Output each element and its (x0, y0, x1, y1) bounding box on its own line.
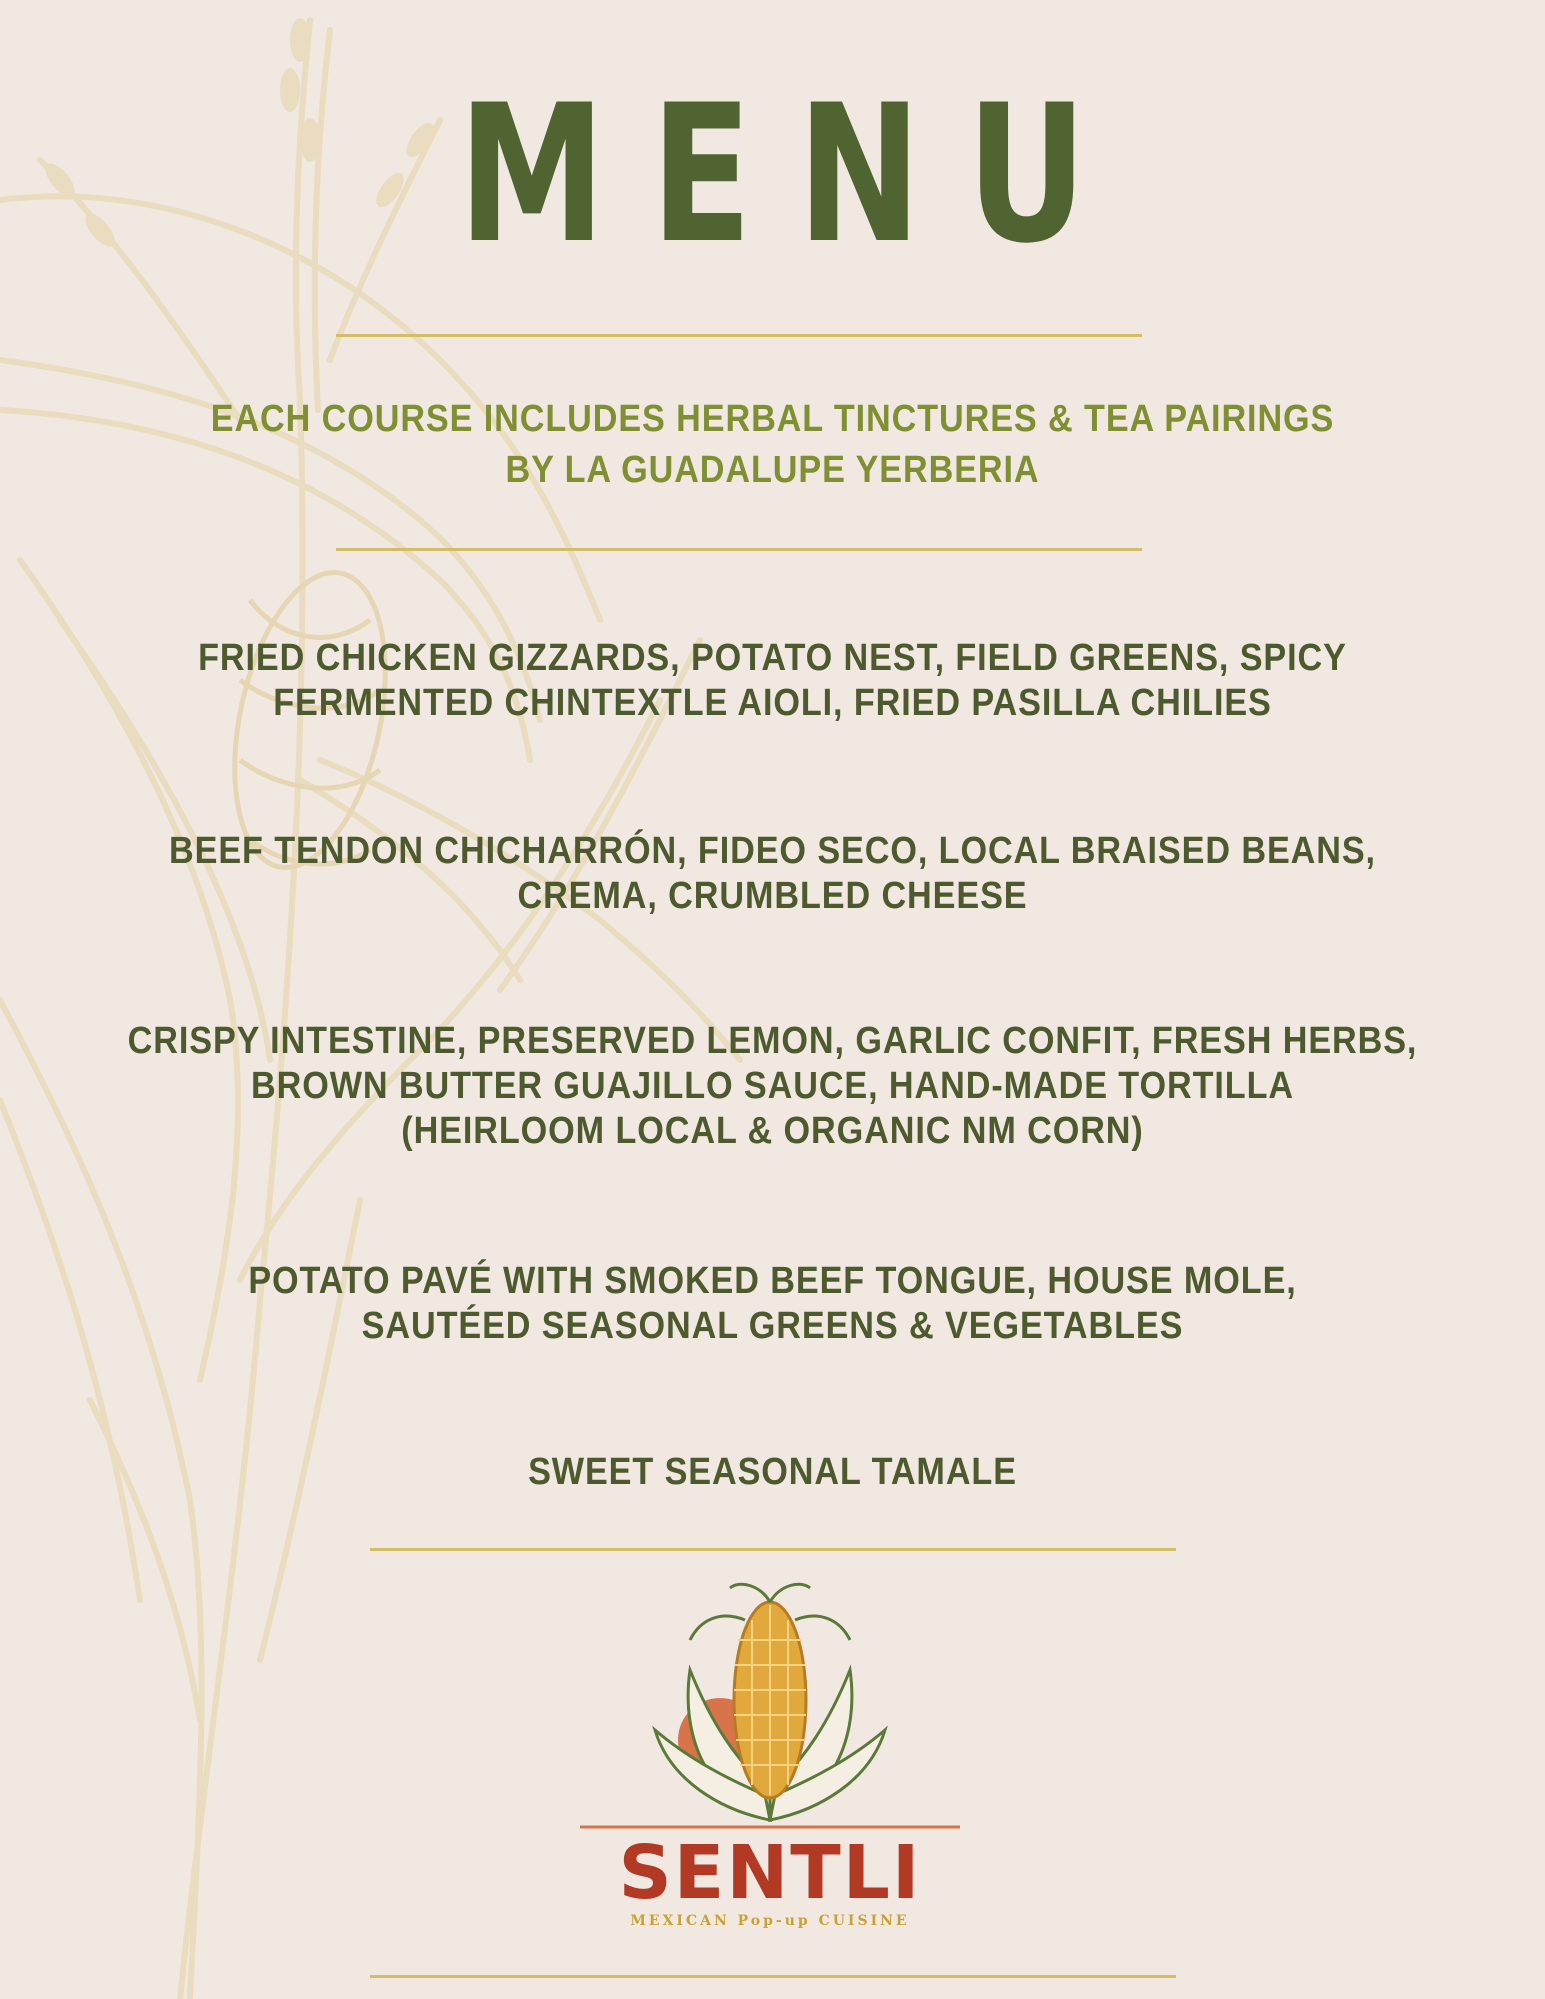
course-2 (0, 829, 1545, 919)
sentli-logo (560, 1580, 980, 1940)
divider-intro (336, 548, 1142, 551)
course-line: (HEIRLOOM LOCAL & ORGANIC NM CORN) (401, 1110, 1144, 1152)
course-line: SAUTÉED SEASONAL GREENS & VEGETABLES (361, 1305, 1184, 1347)
divider-top (336, 334, 1142, 337)
course-line: POTATO PAVÉ WITH SMOKED BEEF TONGUE, HOUSE MOLE, (248, 1260, 1297, 1302)
course-line: SWEET SEASONAL TAMALE (528, 1451, 1017, 1493)
logo-tagline: MEXICAN Pop-up CUISINE (630, 1913, 910, 1929)
corn-logo-icon (560, 1580, 980, 1830)
intro-line-1: EACH COURSE INCLUDES HERBAL TINCTURES & TEA PAIRINGS (210, 398, 1335, 440)
course-line: BROWN BUTTER GUAJILLO SAUCE, HAND-MADE TORTILLA (251, 1065, 1294, 1107)
divider-footer (370, 1975, 1176, 1978)
logo-wordmark: SENTLI (618, 1830, 922, 1916)
intro-line-2: BY LA GUADALUPE YERBERIA (505, 449, 1040, 491)
course-line: FERMENTED CHINTEXTLE AIOLI, FRIED PASILLA CHILIES (273, 682, 1272, 724)
intro-text (0, 394, 1545, 496)
course-4 (0, 1259, 1545, 1349)
course-line: BEEF TENDON CHICHARRÓN, FIDEO SECO, LOCAL BRAISED BEANS, (169, 830, 1376, 872)
course-line: FRIED CHICKEN GIZZARDS, POTATO NEST, FIELD GREENS, SPICY (198, 637, 1347, 679)
course-line: CREMA, CRUMBLED CHEESE (517, 875, 1028, 917)
menu-title: MENU (458, 64, 1133, 285)
divider-bottom (370, 1548, 1176, 1551)
course-5 (0, 1450, 1545, 1495)
course-1 (0, 636, 1545, 726)
course-3 (0, 1019, 1545, 1154)
course-line: CRISPY INTESTINE, PRESERVED LEMON, GARLIC CONFIT, FRESH HERBS, (127, 1020, 1418, 1062)
